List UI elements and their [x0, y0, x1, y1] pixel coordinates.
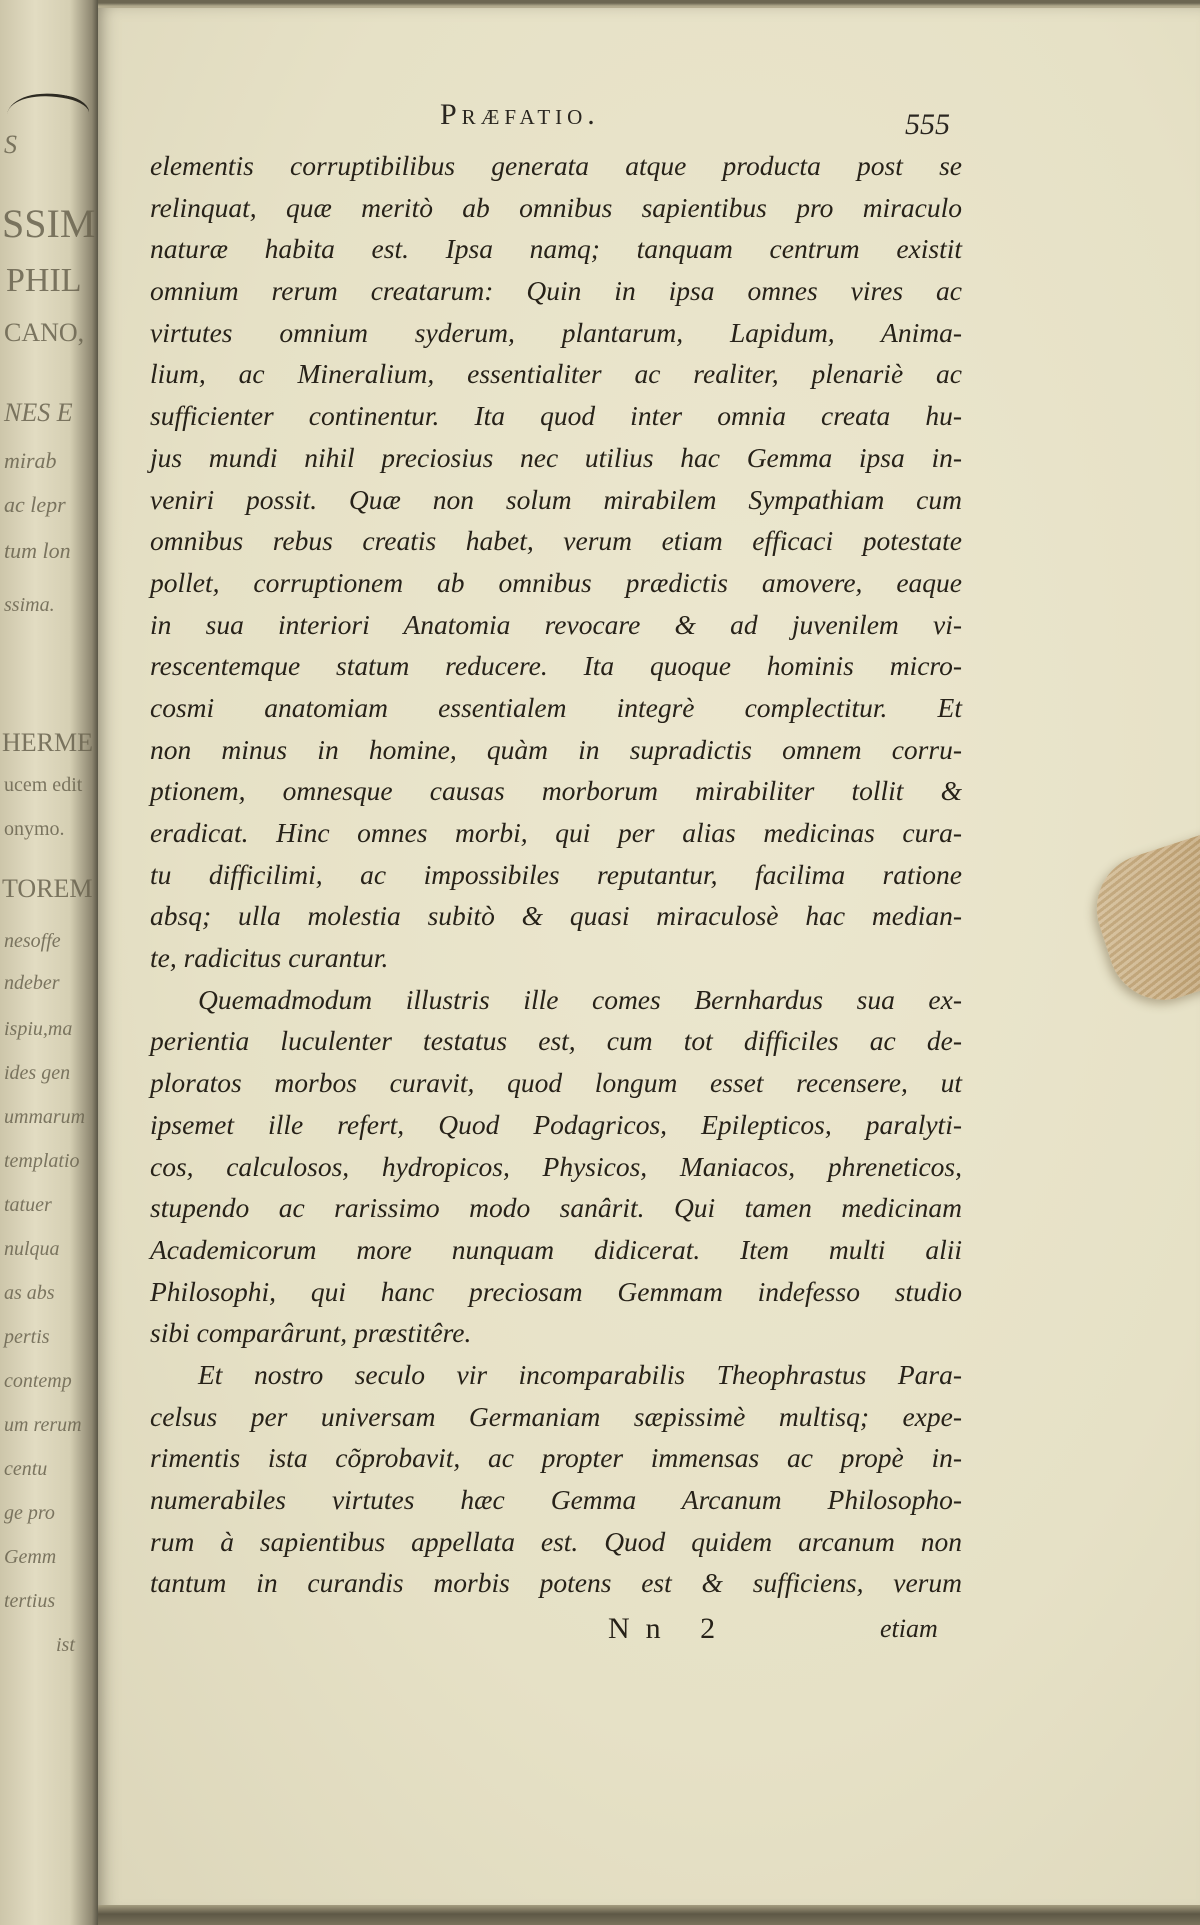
facing-page-text: TOREM [2, 874, 93, 903]
text-line: numerabiles virtutes hæc Gemma Arcanum Philosopho- [150, 1484, 962, 1515]
facing-page-text: S [4, 130, 17, 159]
signature-mark: Nn 2 [608, 1612, 732, 1645]
facing-page-text: ssima. [4, 594, 55, 616]
book-bottom-edge [98, 1905, 1200, 1925]
text-line: rum à sapientibus appellata est. Quod quidem arcanum non [150, 1525, 962, 1557]
text-line: tu difficilimi, ac impossibiles reputantur, facilima ratione [150, 858, 962, 890]
facing-page-text: tertius [4, 1590, 56, 1612]
text-line: celsus per universam Germaniam sæpissimè multisq; expe- [150, 1400, 962, 1432]
facing-page-text: ummarum [4, 1106, 86, 1128]
text-line: lium, ac Mineralium, essentialiter ac realiter, plenariè ac [150, 358, 962, 390]
facing-page-text: ides gen [4, 1062, 71, 1084]
facing-page-text: Gemm [4, 1546, 57, 1568]
text-line: Academicorum more nunquam didicerat. Item multi alii [150, 1233, 962, 1265]
text-line: relinquat, quæ meritò ab omnibus sapientibus pro miraculo [150, 191, 962, 223]
text-line: perientia luculenter testatus est, cum tot difficiles ac de- [150, 1025, 962, 1057]
text-line: rimentis ista cõprobavit, ac propter immensas ac propè in- [150, 1442, 962, 1474]
paragraph-start-line: Et nostro seculo vir incomparabilis Theophrastus Para- [198, 1358, 962, 1390]
ink-stroke [4, 84, 91, 143]
text-line: stupendo ac rarissimo modo sanârit. Qui tamen medicinam [150, 1192, 962, 1224]
text-line: veniri possit. Quæ non solum mirabilem Sympathiam cum [150, 483, 962, 515]
facing-page-text: ucem edit [4, 774, 83, 796]
facing-page-text: tatuer [4, 1194, 52, 1216]
facing-page-text: as abs [4, 1282, 55, 1304]
text-line: sibi comparârunt, præstitêre. [150, 1317, 472, 1349]
catchword: etiam [880, 1614, 938, 1643]
facing-page-text: ndeber [4, 972, 60, 994]
facing-page-text: tum lon [4, 538, 71, 563]
text-line: tantum in curandis morbis potens est & sufficiens, verum [150, 1567, 962, 1599]
facing-page-left [0, 0, 98, 1925]
facing-page-text: ac lepr [4, 492, 66, 517]
text-line: in sua interiori Anatomia revocare & ad juvenilem vi- [150, 608, 962, 640]
facing-page-text: contemp [4, 1370, 72, 1392]
facing-page-text: ispiu,ma [4, 1018, 73, 1040]
text-line: non minus in homine, quàm in supradictis omnem corru- [150, 733, 962, 765]
text-line: te, radicitus curantur. [150, 942, 389, 974]
text-line: sufficienter continentur. Ita quod inter omnia creata hu- [150, 400, 962, 432]
text-line: jus mundi nihil preciosius nec utilius hac Gemma ipsa in- [150, 441, 962, 473]
text-line: naturæ habita est. Ipsa namq; tanquam centrum existit [150, 233, 962, 265]
facing-page-text: ge pro [4, 1502, 55, 1524]
facing-page-text: ist [56, 1634, 75, 1656]
body-text [150, 145, 962, 1604]
running-head: Præfatio. [440, 98, 600, 131]
text-line: ploratos morbos curavit, quod longum esset recensere, ut [150, 1067, 962, 1099]
text-line: cosmi anatomiam essentialem integrè complectitur. Et [150, 691, 962, 723]
facing-page-text: NES E [4, 398, 73, 427]
text-line: cos, calculosos, hydropicos, Physicos, Maniacos, phreneticos, [150, 1150, 962, 1182]
facing-page-text: SSIM [2, 201, 96, 246]
facing-page-text: nulqua [4, 1238, 60, 1260]
facing-page-text: PHIL [6, 262, 82, 299]
text-line: Philosophi, qui hanc preciosam Gemmam indefesso studio [150, 1275, 962, 1307]
text-line: virtutes omnium syderum, plantarum, Lapidum, Anima- [150, 316, 962, 348]
text-line: eradicat. Hinc omnes morbi, qui per alias medicinas cura- [150, 817, 962, 848]
facing-page-text: nesoffe [4, 930, 61, 952]
facing-page-text: um rerum [4, 1414, 82, 1436]
page-number: 555 [905, 108, 950, 141]
paragraph-start-line: Quemadmodum illustris ille comes Bernhardus sua ex- [198, 983, 962, 1015]
facing-page-text: mirab [4, 448, 57, 473]
text-line: ipsemet ille refert, Quod Podagricos, Epilepticos, paralyti- [150, 1108, 962, 1140]
facing-page-text: CANO, [4, 318, 85, 347]
facing-page-text: templatio [4, 1150, 80, 1172]
facing-page-text: pertis [4, 1326, 50, 1348]
text-line: omnium rerum creatarum: Quin in ipsa omnes vires ac [150, 275, 962, 307]
text-line: rescentemque statum reducere. Ita quoque hominis micro- [150, 650, 962, 682]
text-line: absq; ulla molestia subitò & quasi miraculosè hac median- [150, 900, 962, 932]
facing-page-text: centu [4, 1458, 48, 1480]
text-line: ptionem, omnesque causas morborum mirabiliter tollit & [150, 775, 962, 807]
text-line: elementis corruptibilibus generata atque producta post se [150, 150, 962, 181]
text-line: omnibus rebus creatis habet, verum etiam efficaci potestate [150, 525, 962, 557]
text-line: pollet, corruptionem ab omnibus prædictis amovere, eaque [150, 566, 962, 598]
facing-page-text: onymo. [4, 818, 65, 840]
facing-page-text: HERME [2, 728, 93, 757]
